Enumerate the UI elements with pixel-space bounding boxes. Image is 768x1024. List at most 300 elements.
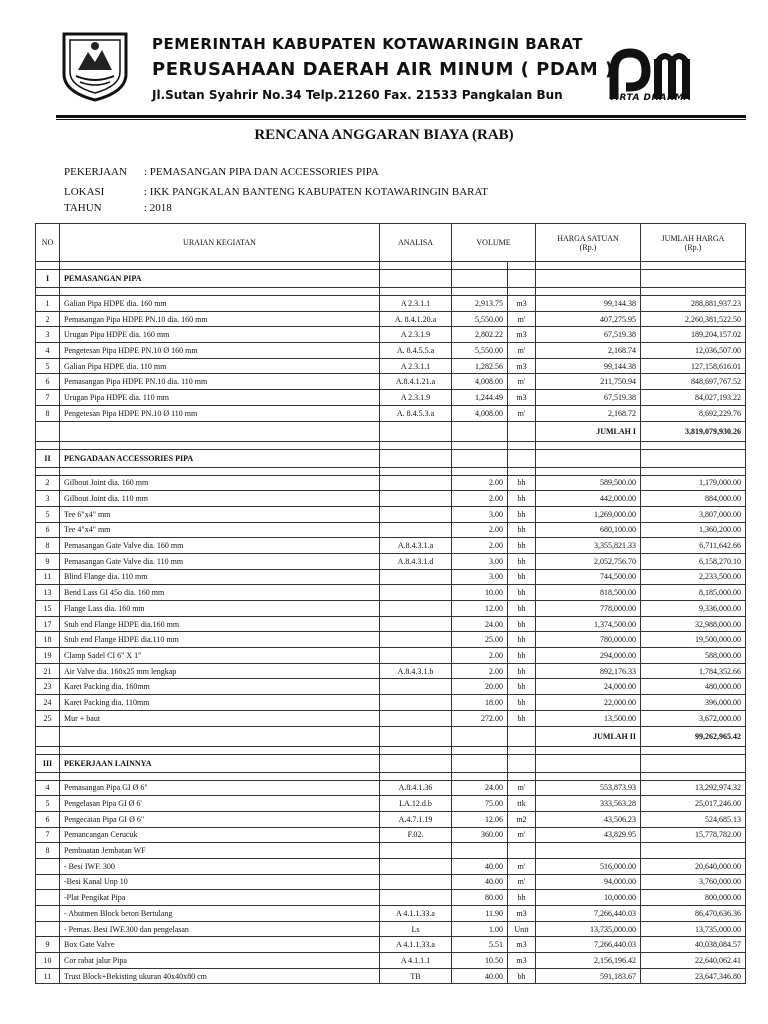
row-total-price: 86,470,636.36 <box>641 906 746 922</box>
row-no: 4 <box>36 780 60 796</box>
empty-cell <box>641 262 746 270</box>
row-description: - Abutmen Block beton Bertulang <box>60 906 380 922</box>
table-row <box>36 569 746 585</box>
table-row <box>36 522 746 538</box>
row-total-price: 9,336,000.00 <box>641 601 746 617</box>
section-no: I <box>36 270 60 288</box>
row-unit <box>508 843 536 859</box>
empty-cell <box>452 746 508 754</box>
empty-cell <box>452 270 508 288</box>
row-description: Pengetesan Pipa HDPE PN.10 Ø 160 mm <box>60 343 380 359</box>
row-volume: 4,008.00 <box>452 405 508 421</box>
row-total-price: 23,647,346.80 <box>641 968 746 984</box>
row-description: Galian Pipa HDPE dia. 110 mm <box>60 358 380 374</box>
table-row <box>36 553 746 569</box>
table-header-row <box>36 224 746 262</box>
row-analysis-code: A.4.7.1.19 <box>380 811 452 827</box>
empty-cell <box>536 270 641 288</box>
row-analysis-code <box>380 506 452 522</box>
row-total-price: 288,881,937.23 <box>641 296 746 312</box>
row-unit-price: 1,269,000.00 <box>536 506 641 522</box>
row-unit: ttk <box>508 796 536 812</box>
row-no: 9 <box>36 553 60 569</box>
row-analysis-code: A.8.4.1.36 <box>380 780 452 796</box>
row-description: Pemasangan Pipa HDPE PN.10 dia. 110 mm <box>60 374 380 390</box>
table-row <box>36 374 746 390</box>
empty-cell <box>536 449 641 467</box>
row-description: Tee 6"x4" mm <box>60 506 380 522</box>
row-unit-price: 13,735,000.00 <box>536 921 641 937</box>
row-description: Flange Lass dia. 160 mm <box>60 601 380 617</box>
empty-cell <box>380 726 452 746</box>
row-total-price: 848,697,767.52 <box>641 374 746 390</box>
row-analysis-code <box>380 522 452 538</box>
row-volume: 10.50 <box>452 953 508 969</box>
row-description: Galian Pipa HDPE dia. 160 mm <box>60 296 380 312</box>
empty-cell <box>452 449 508 467</box>
row-total-price <box>641 843 746 859</box>
table-row <box>36 585 746 601</box>
row-total-price: 8,185,000.00 <box>641 585 746 601</box>
row-analysis-code: A.8.4.1.21.a <box>380 374 452 390</box>
row-description: Tee 4"x4" mm <box>60 522 380 538</box>
row-unit-price: 516,000.00 <box>536 858 641 874</box>
row-unit: bh <box>508 695 536 711</box>
row-no: 6 <box>36 374 60 390</box>
row-no: 10 <box>36 953 60 969</box>
row-analysis-code: A.8.4.3.1.d <box>380 553 452 569</box>
row-total-price: 19,500,000.00 <box>641 632 746 648</box>
row-analysis-code <box>380 569 452 585</box>
row-analysis-code <box>380 679 452 695</box>
empty-cell <box>536 772 641 780</box>
row-volume: 24.00 <box>452 616 508 632</box>
row-unit-price: 24,000.00 <box>536 679 641 695</box>
row-unit: m' <box>508 405 536 421</box>
row-description: Box Gate Valve <box>60 937 380 953</box>
row-unit: m3 <box>508 906 536 922</box>
row-description: Pengetesan Pipa HDPE PN.10 Ø 110 mm <box>60 405 380 421</box>
empty-cell <box>36 772 60 780</box>
row-total-price: 588,000.00 <box>641 648 746 664</box>
empty-cell <box>536 746 641 754</box>
empty-cell <box>380 467 452 475</box>
table-row <box>36 796 746 812</box>
row-description: Stub end Flange HDPE dia.110 mm <box>60 632 380 648</box>
row-analysis-code: A.8.4.3.1.a <box>380 538 452 554</box>
empty-cell <box>36 726 60 746</box>
row-no: 8 <box>36 405 60 421</box>
info-value: : 2018 <box>144 202 172 214</box>
row-unit: bh <box>508 506 536 522</box>
empty-cell <box>380 754 452 772</box>
row-volume: 75.00 <box>452 796 508 812</box>
row-unit: bh <box>508 710 536 726</box>
row-volume: 360.00 <box>452 827 508 843</box>
empty-cell <box>60 441 380 449</box>
row-volume: 5,550.00 <box>452 311 508 327</box>
letterhead <box>0 0 768 122</box>
row-no: 5 <box>36 506 60 522</box>
row-volume: 2.00 <box>452 538 508 554</box>
empty-cell <box>380 288 452 296</box>
row-volume: 12.00 <box>452 601 508 617</box>
row-analysis-code <box>380 491 452 507</box>
table-row <box>36 968 746 984</box>
info-value: : PEMASANGAN PIPA DAN ACCESSORIES PIPA <box>144 166 379 178</box>
row-unit: m' <box>508 780 536 796</box>
row-volume: 1.00 <box>452 921 508 937</box>
row-total-price: 2,260,381,522.50 <box>641 311 746 327</box>
row-unit-price: 818,500.00 <box>536 585 641 601</box>
header-rule-thin <box>56 119 746 120</box>
section-row <box>36 270 746 288</box>
empty-cell <box>508 754 536 772</box>
row-unit: bh <box>508 679 536 695</box>
row-no: 19 <box>36 648 60 664</box>
empty-cell <box>36 441 60 449</box>
empty-cell <box>452 441 508 449</box>
row-no: 7 <box>36 390 60 406</box>
row-analysis-code <box>380 601 452 617</box>
row-total-price: 1,784,352.66 <box>641 663 746 679</box>
row-total-price: 480,000.00 <box>641 679 746 695</box>
row-volume: 12.06 <box>452 811 508 827</box>
row-volume: 3.00 <box>452 553 508 569</box>
row-analysis-code: A 4.1.1.1 <box>380 953 452 969</box>
subtotal-label: JUMLAH II <box>536 726 641 746</box>
row-analysis-code <box>380 843 452 859</box>
row-volume: 5,550.00 <box>452 343 508 359</box>
row-unit-price: 2,156,196.42 <box>536 953 641 969</box>
row-volume: 2.00 <box>452 522 508 538</box>
row-total-price: 189,204,157.02 <box>641 327 746 343</box>
row-total-price: 1,360,200.00 <box>641 522 746 538</box>
row-unit-price <box>536 843 641 859</box>
empty-cell <box>452 288 508 296</box>
row-total-price: 524,685.13 <box>641 811 746 827</box>
row-no <box>36 890 60 906</box>
row-unit-price: 780,000.00 <box>536 632 641 648</box>
row-total-price: 12,036,507.00 <box>641 343 746 359</box>
row-no: 24 <box>36 695 60 711</box>
row-unit: m3 <box>508 327 536 343</box>
row-unit: bh <box>508 968 536 984</box>
document-title: RENCANA ANGGARAN BIAYA (RAB) <box>254 127 514 143</box>
section-no: III <box>36 754 60 772</box>
row-no: 5 <box>36 796 60 812</box>
row-description: Pemasangan Gate Valve dia. 160 mm <box>60 538 380 554</box>
row-unit: bh <box>508 632 536 648</box>
row-unit-price: 294,000.00 <box>536 648 641 664</box>
row-total-price: 13,735,000.00 <box>641 921 746 937</box>
row-description: Stub end Flange HDPE dia.160 mm <box>60 616 380 632</box>
table-row <box>36 405 746 421</box>
row-total-price: 8,692,229.76 <box>641 405 746 421</box>
row-no: 1 <box>36 296 60 312</box>
row-unit-price: 94,000.00 <box>536 874 641 890</box>
row-unit: m3 <box>508 937 536 953</box>
col-header-harga-satuan-unit: (Rp.) <box>579 242 597 252</box>
table-row <box>36 616 746 632</box>
subtotal-row <box>36 421 746 441</box>
empty-cell <box>508 772 536 780</box>
row-description: Trust Block+Bekisting ukuran 40x40x80 cm <box>60 968 380 984</box>
row-description: Pengecatan Pipa GI Ø 6" <box>60 811 380 827</box>
row-unit: m' <box>508 858 536 874</box>
row-unit: bh <box>508 616 536 632</box>
row-no <box>36 906 60 922</box>
row-volume: 3.00 <box>452 569 508 585</box>
row-unit: m' <box>508 827 536 843</box>
section-no: II <box>36 449 60 467</box>
empty-cell <box>508 441 536 449</box>
row-description: Pemasangan Gate Valve dia. 110 mm <box>60 553 380 569</box>
row-analysis-code: A. 8.4.1.20.a <box>380 311 452 327</box>
section-title: PEKERJAAN LAINNYA <box>60 754 380 772</box>
row-volume: 272.00 <box>452 710 508 726</box>
section-row <box>36 449 746 467</box>
table-row <box>36 601 746 617</box>
empty-cell <box>452 467 508 475</box>
empty-cell <box>60 262 380 270</box>
row-volume: 40.00 <box>452 874 508 890</box>
row-no: 6 <box>36 811 60 827</box>
subtotal-amount: 99,262,965.42 <box>641 726 746 746</box>
table-row <box>36 874 746 890</box>
row-volume: 2.00 <box>452 491 508 507</box>
subtotal-row <box>36 726 746 746</box>
empty-cell <box>536 467 641 475</box>
row-unit: bh <box>508 890 536 906</box>
spacer-row <box>36 467 746 475</box>
row-no: 8 <box>36 538 60 554</box>
row-description: Pemasangan Pipa HDPE PN.10 dia. 160 mm <box>60 311 380 327</box>
row-unit-price: 7,266,440.03 <box>536 906 641 922</box>
empty-cell <box>641 288 746 296</box>
row-description: Karet Packing dia. 160mm <box>60 679 380 695</box>
row-unit: bh <box>508 585 536 601</box>
row-analysis-code: A 2.3.1.9 <box>380 327 452 343</box>
row-no: 3 <box>36 491 60 507</box>
row-analysis-code: A 4.1.1.33.a <box>380 937 452 953</box>
row-analysis-code: A 2.3.1.1 <box>380 296 452 312</box>
row-analysis-code: LA.12.d.b <box>380 796 452 812</box>
info-value: : IKK PANGKALAN BANTENG KABUPATEN KOTAWARINGIN BARAT <box>144 186 488 198</box>
row-no <box>36 874 60 890</box>
table-row <box>36 811 746 827</box>
row-description: Cor rabat jalur Pipa <box>60 953 380 969</box>
row-no: 23 <box>36 679 60 695</box>
table-row <box>36 890 746 906</box>
empty-cell <box>60 467 380 475</box>
row-unit-price: 591,183.67 <box>536 968 641 984</box>
row-analysis-code <box>380 632 452 648</box>
col-header-jumlah-harga <box>641 224 746 262</box>
row-unit-price: 7,266,440.03 <box>536 937 641 953</box>
row-no: 25 <box>36 710 60 726</box>
row-unit: bh <box>508 538 536 554</box>
row-no <box>36 921 60 937</box>
table-row <box>36 648 746 664</box>
row-no: 17 <box>36 616 60 632</box>
row-volume: 5.51 <box>452 937 508 953</box>
empty-cell <box>36 421 60 441</box>
empty-cell <box>380 262 452 270</box>
row-volume: 4,008.00 <box>452 374 508 390</box>
row-analysis-code <box>380 858 452 874</box>
section-row <box>36 754 746 772</box>
row-unit-price: 2,168.74 <box>536 343 641 359</box>
col-header-jumlah-harga-unit: (Rp.) <box>684 242 702 252</box>
col-header-harga-satuan-label: HARGA SATUAN <box>557 233 619 243</box>
row-no: 7 <box>36 827 60 843</box>
row-description: -Besi Kanal Unp 10 <box>60 874 380 890</box>
row-unit: m3 <box>508 296 536 312</box>
row-description: Bend Lass GI 45o dia. 160 mm <box>60 585 380 601</box>
row-analysis-code: A.8.4.3.1.b <box>380 663 452 679</box>
row-analysis-code <box>380 874 452 890</box>
empty-cell <box>536 754 641 772</box>
row-description: Pemancangan Cerucuk <box>60 827 380 843</box>
empty-cell <box>536 288 641 296</box>
row-unit-price: 67,519.38 <box>536 327 641 343</box>
table-row <box>36 358 746 374</box>
table-row <box>36 343 746 359</box>
table-row <box>36 695 746 711</box>
rab-table <box>35 223 746 984</box>
row-volume: 18.00 <box>452 695 508 711</box>
row-volume: 20.00 <box>452 679 508 695</box>
empty-cell <box>641 467 746 475</box>
empty-cell <box>641 449 746 467</box>
row-unit-price: 43,506.23 <box>536 811 641 827</box>
row-unit: bh <box>508 601 536 617</box>
empty-cell <box>508 288 536 296</box>
table-row <box>36 843 746 859</box>
row-unit-price: 43,829.95 <box>536 827 641 843</box>
table-row <box>36 475 746 491</box>
row-unit: bh <box>508 663 536 679</box>
row-description: Gilbout Joint dia. 110 mm <box>60 491 380 507</box>
row-description: Urugan Pipa HDPE dia. 110 mm <box>60 390 380 406</box>
empty-cell <box>452 754 508 772</box>
row-description: Pemasangan Pipa GI Ø 6" <box>60 780 380 796</box>
row-volume: 2,802.22 <box>452 327 508 343</box>
subtotal-label: JUMLAH I <box>536 421 641 441</box>
empty-cell <box>641 754 746 772</box>
empty-cell <box>380 449 452 467</box>
row-volume: 24.00 <box>452 780 508 796</box>
empty-cell <box>380 772 452 780</box>
empty-cell <box>452 421 508 441</box>
row-no: 11 <box>36 569 60 585</box>
empty-cell <box>60 726 380 746</box>
empty-cell <box>60 288 380 296</box>
empty-cell <box>452 726 508 746</box>
empty-cell <box>452 262 508 270</box>
row-analysis-code <box>380 648 452 664</box>
row-unit: bh <box>508 475 536 491</box>
row-analysis-code: A 2.3.1.9 <box>380 390 452 406</box>
empty-cell <box>60 772 380 780</box>
row-total-price: 3,760,000.00 <box>641 874 746 890</box>
empty-cell <box>508 421 536 441</box>
row-unit: bh <box>508 491 536 507</box>
spacer-row <box>36 288 746 296</box>
row-total-price: 2,233,500.00 <box>641 569 746 585</box>
row-description: Mur + baut <box>60 710 380 726</box>
row-total-price: 40,038,084.57 <box>641 937 746 953</box>
row-unit-price: 3,355,821.33 <box>536 538 641 554</box>
row-unit-price: 442,000.00 <box>536 491 641 507</box>
empty-cell <box>536 262 641 270</box>
section-title: PENGADAAN ACCESSORIES PIPA <box>60 449 380 467</box>
row-unit-price: 2,052,756.70 <box>536 553 641 569</box>
row-unit-price: 407,275.95 <box>536 311 641 327</box>
row-description: Gilbout Joint dia. 160 mm <box>60 475 380 491</box>
row-analysis-code <box>380 695 452 711</box>
row-description: Blind Flange dia. 110 mm <box>60 569 380 585</box>
section-title: PEMASANGAN PIPA <box>60 270 380 288</box>
row-volume: 40.00 <box>452 858 508 874</box>
row-description: Pembuatan Jembatan WF <box>60 843 380 859</box>
row-total-price: 127,158,616.01 <box>641 358 746 374</box>
row-total-price: 3,807,000.00 <box>641 506 746 522</box>
col-header-jumlah-harga-label: JUMLAH HARGA <box>661 233 725 243</box>
subtotal-amount: 3,819,079,930.26 <box>641 421 746 441</box>
spacer-row <box>36 772 746 780</box>
row-no: 3 <box>36 327 60 343</box>
row-unit-price: 2,168.72 <box>536 405 641 421</box>
row-no: 2 <box>36 311 60 327</box>
table-row <box>36 663 746 679</box>
empty-cell <box>60 746 380 754</box>
table-row <box>36 506 746 522</box>
row-total-price: 6,711,642.66 <box>641 538 746 554</box>
row-total-price: 800,000.00 <box>641 890 746 906</box>
row-no: 13 <box>36 585 60 601</box>
empty-cell <box>536 441 641 449</box>
row-total-price: 3,672,000.00 <box>641 710 746 726</box>
empty-cell <box>452 772 508 780</box>
row-unit-price: 892,176.33 <box>536 663 641 679</box>
row-total-price: 25,017,246.00 <box>641 796 746 812</box>
row-volume: 25.00 <box>452 632 508 648</box>
row-no: 2 <box>36 475 60 491</box>
row-total-price: 6,158,270.10 <box>641 553 746 569</box>
empty-cell <box>508 270 536 288</box>
row-unit: m3 <box>508 953 536 969</box>
row-volume: 10.00 <box>452 585 508 601</box>
row-analysis-code: Ls <box>380 921 452 937</box>
row-unit: Unit <box>508 921 536 937</box>
empty-cell <box>36 467 60 475</box>
row-unit: m' <box>508 343 536 359</box>
row-analysis-code <box>380 616 452 632</box>
table-row <box>36 937 746 953</box>
empty-cell <box>380 746 452 754</box>
row-unit: m2 <box>508 811 536 827</box>
row-analysis-code: F.02. <box>380 827 452 843</box>
regency-crest-icon <box>60 30 130 102</box>
row-unit-price: 211,750.94 <box>536 374 641 390</box>
table-row <box>36 679 746 695</box>
company-address: Jl.Sutan Syahrir No.34 Telp.21260 Fax. 21533 Pangkalan Bun <box>152 88 563 102</box>
row-total-price: 1,179,000.00 <box>641 475 746 491</box>
empty-cell <box>508 746 536 754</box>
spacer-row <box>36 262 746 270</box>
